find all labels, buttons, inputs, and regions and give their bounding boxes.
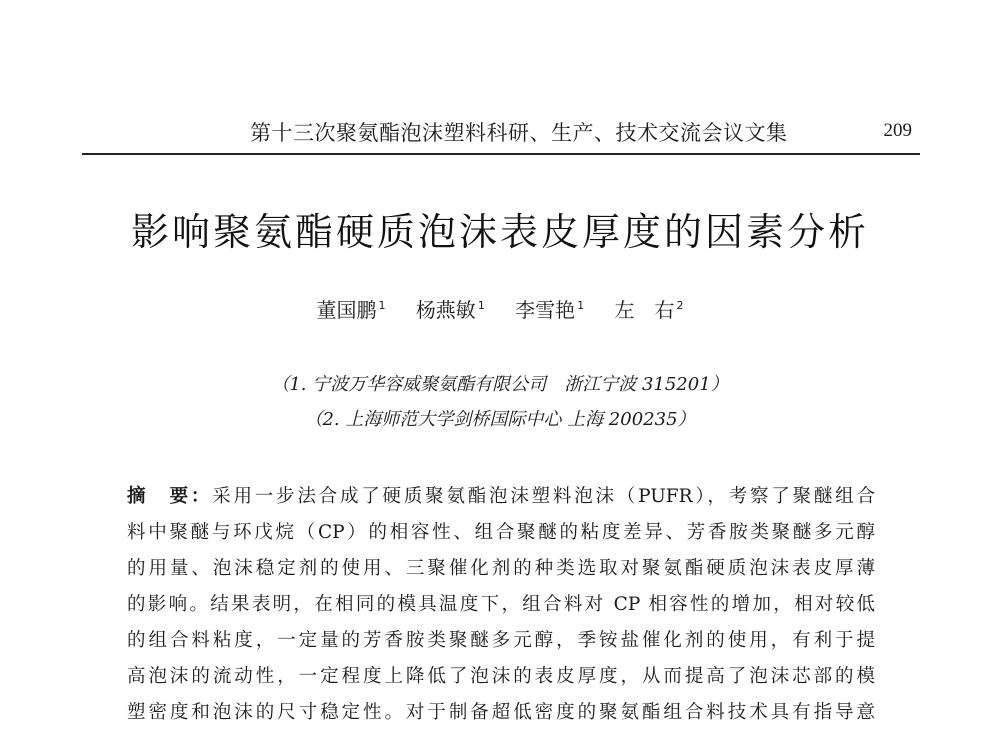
affiliation: （1. 宁波万华容威聚氨酯有限公司 浙江宁波 315201） xyxy=(271,374,729,395)
abstract-line: 高泡沫的流动性，一定程度上降低了泡沫的表皮厚度，从而提高了泡沫芯部的模 xyxy=(127,666,875,687)
abstract-label: 摘 要： xyxy=(127,486,213,507)
author-name: 杨燕敏 xyxy=(415,298,476,322)
author-affiliation-mark: 1 xyxy=(477,299,485,312)
author-list xyxy=(0,294,1000,323)
abstract-text: 采用一步法合成了硬质聚氨酯泡沫塑料泡沫（PUFR），考察了聚醚组合 xyxy=(212,486,875,507)
running-header xyxy=(82,117,920,155)
abstract-line: 塑密度和泡沫的尺寸稳定性。对于制备超低密度的聚氨酯组合料技术具有指导意 xyxy=(127,702,875,723)
author xyxy=(615,294,684,323)
author-name: 董国鹏 xyxy=(316,298,377,322)
paper-title: 影响聚氨酯硬质泡沫表皮厚度的因素分析 xyxy=(130,210,869,254)
author-affiliation-mark: 1 xyxy=(378,299,386,312)
page-number: 209 xyxy=(883,120,912,141)
author xyxy=(515,294,584,323)
author xyxy=(316,294,385,323)
author xyxy=(416,294,485,323)
abstract-line: 的影响。结果表明，在相同的模具温度下，组合料对 CP 相容性的增加，相对较低 xyxy=(127,594,875,615)
abstract-line: 的用量、泡沫稳定剂的使用、三聚催化剂的种类选取对聚氨酯硬质泡沫表皮厚薄 xyxy=(127,558,875,579)
affiliation: （2. 上海师范大学剑桥国际中心 上海 200235） xyxy=(304,409,696,430)
author-name: 左 右 xyxy=(614,298,675,322)
author-name: 李雪艳 xyxy=(515,298,576,322)
abstract-line: 的组合料粘度，一定量的芳香胺类聚醚多元醇，季铵盐催化剂的使用，有利于提 xyxy=(127,630,875,651)
abstract xyxy=(127,479,875,731)
author-affiliation-mark: 1 xyxy=(577,299,585,312)
abstract-line: 料中聚醚与环戊烷（CP）的相容性、组合聚醚的粘度差异、芳香胺类聚醚多元醇 xyxy=(127,522,875,543)
abstract-line xyxy=(127,479,875,515)
journal-title: 第十三次聚氨酯泡沫塑料科研、生产、技术交流会议文集 xyxy=(250,121,788,145)
author-affiliation-mark: 2 xyxy=(676,299,684,312)
